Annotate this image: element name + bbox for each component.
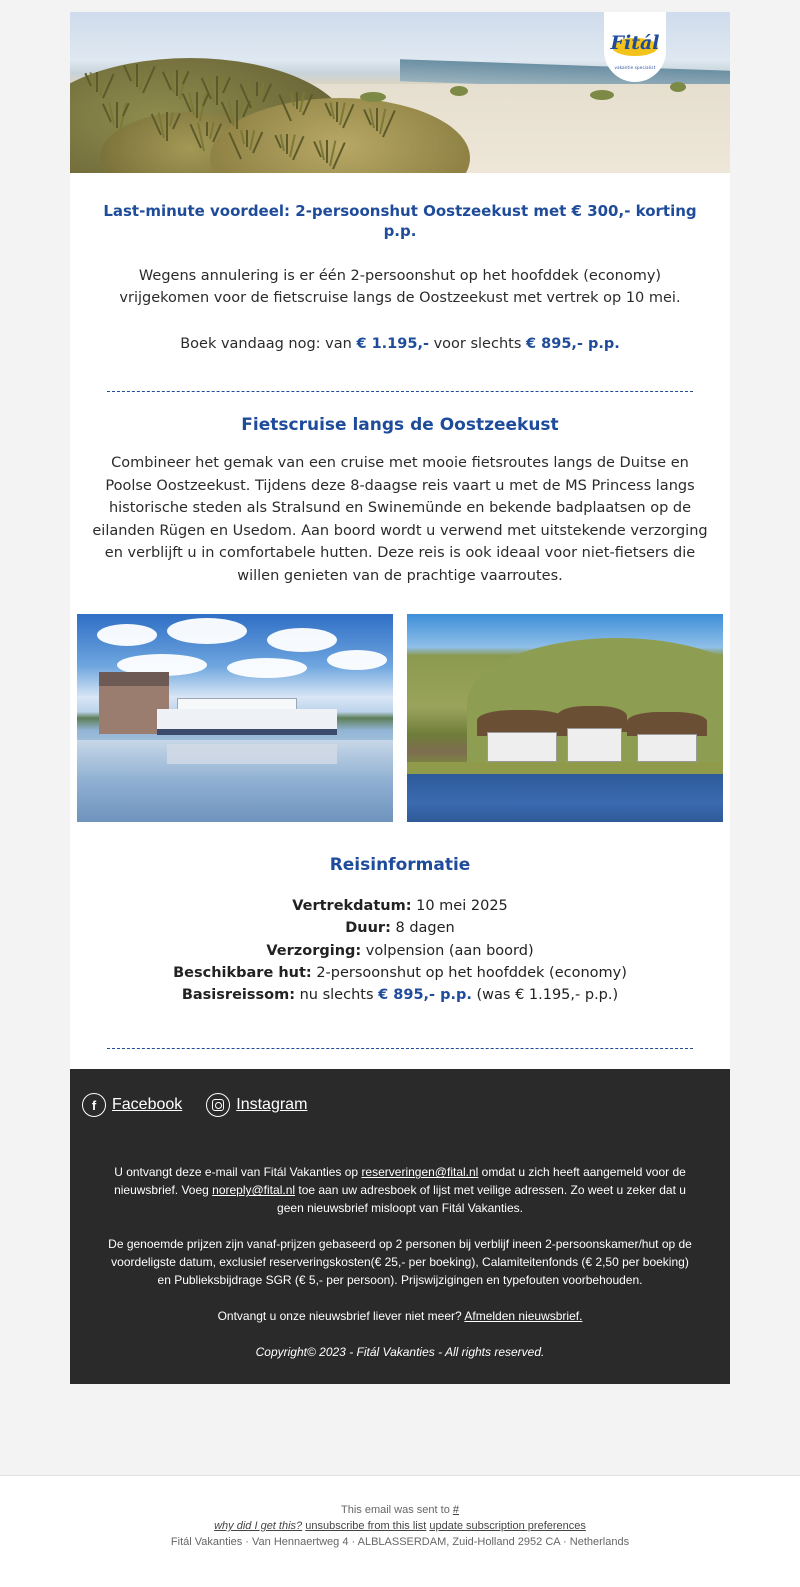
offer-intro: Wegens annulering is er één 2-persoonshut op het hoofddek (economy) vrijgekomen voor de fietscruise langs de Oostzeekust met vertrek op 10 mei. xyxy=(119,268,681,306)
mailer-footer xyxy=(0,1475,800,1587)
logo-subtitle: vakantie specialist xyxy=(614,65,656,70)
divider xyxy=(107,1048,693,1049)
cruise-ship-photo[interactable] xyxy=(77,614,393,822)
photo-row xyxy=(77,614,723,822)
subscription-notice: U ontvangt deze e-mail van Fitál Vakanties op reserveringen@fital.nl omdat u zich heeft aangemeld voor de nieuwsbrief. Voeg noreply@fital.nl toe aan uw adresboek of lijst met veilige adressen. Zo weet u zeker dat u geen nieuwsbrief misloopt van Fitál Vakanties. xyxy=(114,1165,686,1216)
brand-logo[interactable] xyxy=(604,12,666,82)
old-price: € 1.195,- xyxy=(356,336,429,352)
sent-to-line: This email was sent to # xyxy=(341,1504,459,1516)
info-row-board: Verzorging: volpension (aan boord) xyxy=(266,942,534,959)
instagram-icon[interactable] xyxy=(206,1093,230,1117)
unsubscribe-newsletter-link[interactable]: Afmelden nieuwsbrief. xyxy=(464,1309,583,1324)
info-row-base-price: Basisreissom: nu slechts € 895,- p.p. (was € 1.195,- p.p.) xyxy=(181,987,619,1004)
copyright: Copyright© 2023 - Fitál Vakanties - All rights reserved. xyxy=(255,1345,545,1360)
footer xyxy=(70,1069,730,1384)
cruise-title: Fietscruise langs de Oostzeekust xyxy=(241,415,559,435)
info-row-departure: Vertrekdatum: 10 mei 2025 xyxy=(292,898,508,914)
book-prefix: Boek vandaag nog: van xyxy=(180,336,357,352)
book-middle: voor slechts xyxy=(428,336,526,352)
logo-text: Fitál xyxy=(610,32,660,54)
facebook-link[interactable] xyxy=(82,1093,182,1117)
sender-address: Fitál Vakanties · Van Hennaertweg 4 · ALBLASSERDAM, Zuid-Holland 2952 CA · Netherlands xyxy=(170,1536,630,1548)
unsubscribe-line: Ontvangt u onze nieuwsbrief liever niet meer? Afmelden nieuwsbrief. xyxy=(217,1309,583,1324)
divider xyxy=(107,391,693,392)
update-preferences-link[interactable]: update subscription preferences xyxy=(429,1520,586,1532)
unsubscribe-list-link[interactable]: unsubscribe from this list xyxy=(305,1520,427,1532)
email-container xyxy=(70,12,730,1384)
travel-info-title: Reisinformatie xyxy=(329,855,471,875)
instagram-link[interactable] xyxy=(206,1093,307,1117)
facebook-icon[interactable]: f xyxy=(82,1093,106,1117)
travel-info-list xyxy=(92,895,708,1006)
coastal-village-photo[interactable] xyxy=(407,614,723,822)
info-row-cabin: Beschikbare hut: 2-persoonshut op het hoofddek (economy) xyxy=(173,964,627,981)
noreply-email-link[interactable]: noreply@fital.nl xyxy=(212,1183,296,1198)
why-link[interactable]: why did I get this? xyxy=(214,1520,303,1532)
offer-headline: Last-minute voordeel: 2-persoonshut Oostzeekust met € 300,- korting p.p. xyxy=(103,202,697,240)
facebook-label[interactable]: Facebook xyxy=(112,1096,183,1114)
new-price: € 895,- p.p. xyxy=(526,336,620,352)
offer-price-line xyxy=(92,333,708,355)
social-links xyxy=(82,1093,718,1117)
instagram-label[interactable]: Instagram xyxy=(236,1096,308,1114)
cruise-description: Combineer het gemak van een cruise met mooie fietsroutes langs de Duitse en Poolse Oostzeekust. Tijdens deze 8-daagse reis vaart u met de MS Princess langs historische steden als Stralsund en Swinemünde en bekende badplaatsen op de eilanden Rügen en Usedom. Aan boord wordt u verwend met uitstekende verzorging en verblijft u in comfortabele hutten. Deze reis is ook ideaal voor niet-fietsers die willen genieten van de prachtige vaarroutes. xyxy=(92,455,708,584)
reservations-email-link[interactable]: reserveringen@fital.nl xyxy=(361,1165,479,1180)
info-row-duration: Duur: 8 dagen xyxy=(345,920,455,937)
prices-disclaimer: De genoemde prijzen zijn vanaf-prijzen gebaseerd op 2 personen bij verblijf ineen 2-persoonskamer/hut op de voordeligste datum, exclusief reserveringskosten(€ 25,- per boeking), Calamiteitenfonds (€ 2,50 per boeking) en Publieksbijdrage SGR (€ 5,- per persoon). Prijswijzigingen en typefouten voorbehouden. xyxy=(108,1237,692,1288)
hero-image xyxy=(70,12,730,173)
mailer-links xyxy=(0,1518,800,1534)
sent-to-link[interactable]: # xyxy=(452,1504,459,1516)
